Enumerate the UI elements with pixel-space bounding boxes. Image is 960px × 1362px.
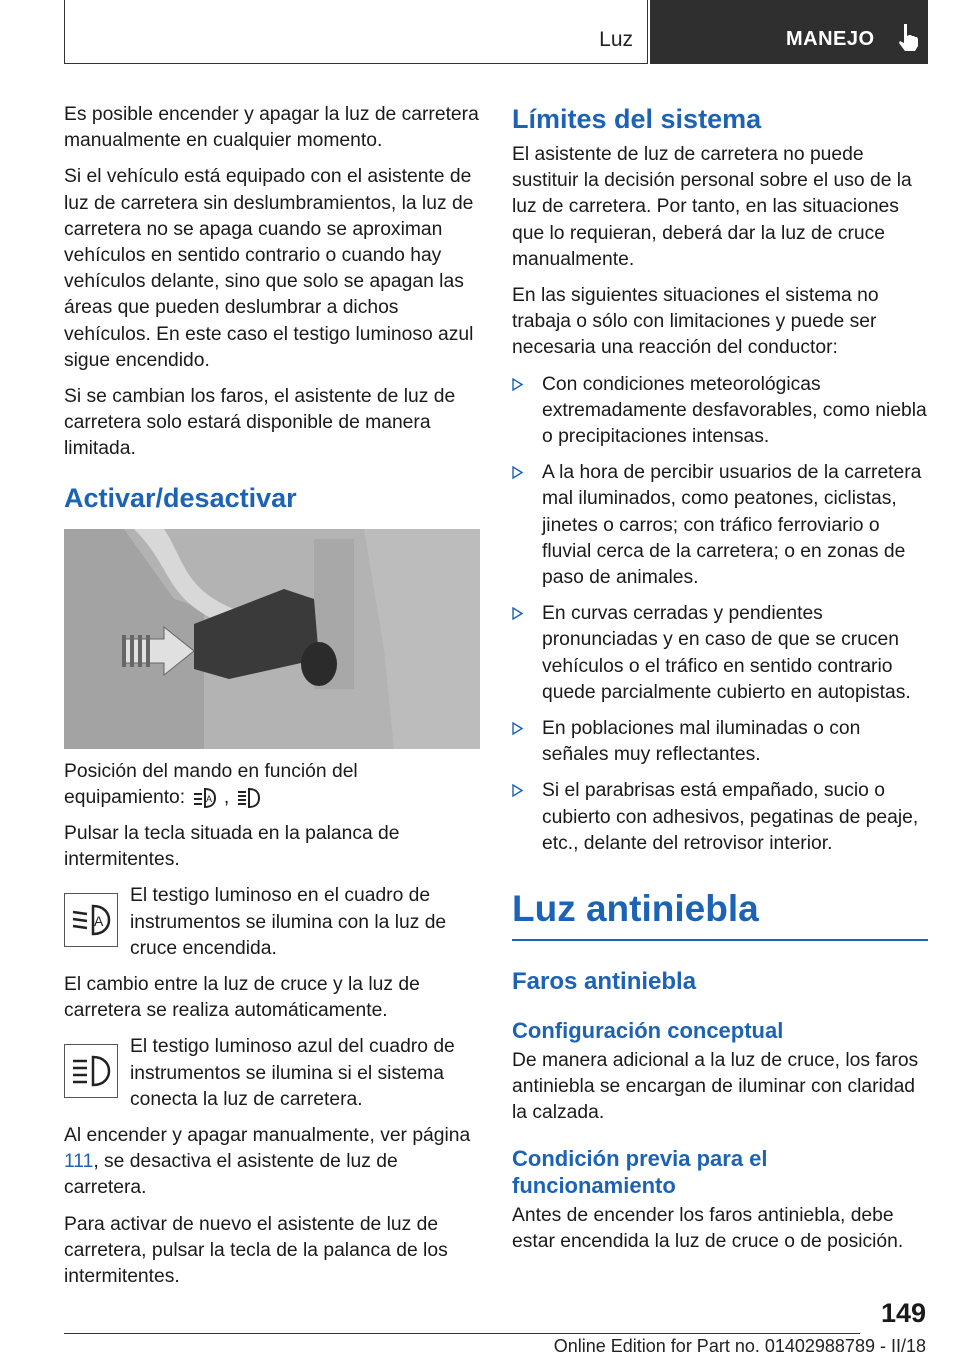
- header-section-box: [650, 0, 928, 64]
- chapter-title: Luz: [599, 28, 633, 51]
- low-beam-auto-indicator-icon: [64, 893, 118, 947]
- list-item: [512, 372, 928, 451]
- caption-text: Posición del mando en función del equipamiento:: [64, 760, 358, 808]
- footer-rule: [64, 1333, 860, 1334]
- lever-photo: [64, 529, 480, 749]
- paragraph: Si se cambian los faros, el asistente de luz de carretera solo estará disponible de manera limitada.: [64, 386, 456, 460]
- paragraph: Antes de encender los faros antiniebla, debe estar encendida la luz de cruce o de posición.: [512, 1204, 904, 1252]
- footer-edition: Online Edition for Part no. 01402988789 - II/18: [553, 1336, 926, 1356]
- heading-luz-antiniebla: Luz antiniebla: [512, 888, 759, 930]
- limitations-list: [512, 372, 928, 857]
- indicator-row: [64, 1034, 480, 1113]
- page-number: 149: [880, 1298, 926, 1328]
- section-title: MANEJO: [786, 28, 875, 50]
- paragraph: En las siguientes situaciones el sistema no trabaja o sólo con limitaciones y puede ser necesaria una reacción del conductor:: [512, 285, 879, 359]
- auto-high-beam-icon: [191, 786, 219, 810]
- heading-rule: [512, 939, 928, 941]
- header-chapter-box: [64, 0, 648, 64]
- list-item: [512, 778, 928, 857]
- hand-pointer-icon: [896, 22, 920, 52]
- paragraph: Si el vehículo está equipado con el asistente de luz de carretera sin deslumbramientos, la luz de carretera no se apaga cuando se aproximan vehículos en sentido contrario o cuando hay vehículos delante, sino que solo se apagan las áreas que pueden deslumbrar a dichos vehículos. En este caso el testigo luminoso azul sigue encendido.: [64, 166, 474, 371]
- list-item-text: En curvas cerradas y pendientes pronunciadas y en caso de que se crucen vehículos o el tráfico en sentido contrario quede parcialmente cubierto en autopistas.: [542, 603, 911, 703]
- svg-text:A: A: [94, 913, 104, 930]
- paragraph-text: , se desactiva el asistente de luz de carretera.: [64, 1151, 398, 1199]
- heading-faros-antiniebla: Faros antiniebla: [512, 968, 697, 996]
- paragraph: Es posible encender y apagar la luz de carretera manualmente en cualquier momento.: [64, 104, 479, 152]
- paragraph: Pulsar la tecla situada en la palanca de intermitentes.: [64, 823, 400, 871]
- paragraph: El asistente de luz de carretera no puede sustituir la decisión personal sobre el uso de la luz de carretera. Por tanto, en las situaciones que lo requieran, deberá dar la luz de cruce manualmente.: [512, 144, 912, 270]
- svg-text:A: A: [205, 793, 212, 804]
- paragraph: De manera adicional a la luz de cruce, los faros antiniebla se encargan de iluminar con claridad la calzada.: [512, 1050, 919, 1124]
- caption-separator: ,: [223, 786, 230, 808]
- indicator-text: El testigo luminoso en el cuadro de instrumentos se ilumina con la luz de cruce encendida.: [130, 885, 447, 959]
- list-item: [512, 601, 928, 706]
- photo-caption: [64, 759, 480, 811]
- heading-configuracion: Configuración conceptual: [512, 1018, 784, 1044]
- triangle-bullet-icon: [512, 378, 523, 391]
- list-item: [512, 716, 928, 768]
- paragraph: [64, 1123, 480, 1202]
- triangle-bullet-icon: [512, 722, 523, 735]
- triangle-bullet-icon: [512, 784, 523, 797]
- list-item-text: Si el parabrisas está empañado, sucio o cubierto con adhesivos, pegatinas de peaje, etc., delante del retrovisor interior.: [542, 780, 919, 854]
- heading-activar: Activar/desactivar: [64, 482, 297, 513]
- high-beam-indicator-icon: [64, 1044, 118, 1098]
- left-column: [64, 102, 480, 1300]
- list-item-text: Con condiciones meteorológicas extremadamente desfavorables, como niebla o precipitaciones intensas.: [542, 373, 927, 448]
- page-link[interactable]: 111: [64, 1151, 94, 1173]
- list-item-text: A la hora de percibir usuarios de la carretera mal iluminados, como peatones, ciclistas, jinetes o carros; con tráfico ferroviario o fluvial cerca de la carretera; o en zonas de paso de animales.: [542, 462, 922, 589]
- high-beam-icon: [235, 786, 263, 810]
- indicator-text: El testigo luminoso azul del cuadro de instrumentos se ilumina si el sistema conecta la luz de carretera.: [130, 1036, 455, 1110]
- list-item: [512, 460, 928, 591]
- paragraph-text: Al encender y apagar manualmente, ver página: [64, 1125, 471, 1147]
- right-column: [512, 102, 928, 1265]
- heading-limites: Límites del sistema: [512, 104, 762, 134]
- paragraph: Para activar de nuevo el asistente de luz de carretera, pulsar la tecla de la palanca de los intermitentes.: [64, 1213, 448, 1288]
- lever-illustration: [64, 529, 480, 749]
- paragraph: El cambio entre la luz de cruce y la luz de carretera se realiza automáticamente.: [64, 974, 420, 1022]
- triangle-bullet-icon: [512, 607, 523, 620]
- list-item-text: En poblaciones mal iluminadas o con señales muy reflectantes.: [542, 718, 861, 766]
- triangle-bullet-icon: [512, 466, 523, 479]
- heading-condicion-previa: Condición previa para el funcionamiento: [512, 1145, 768, 1198]
- indicator-row: [64, 883, 480, 962]
